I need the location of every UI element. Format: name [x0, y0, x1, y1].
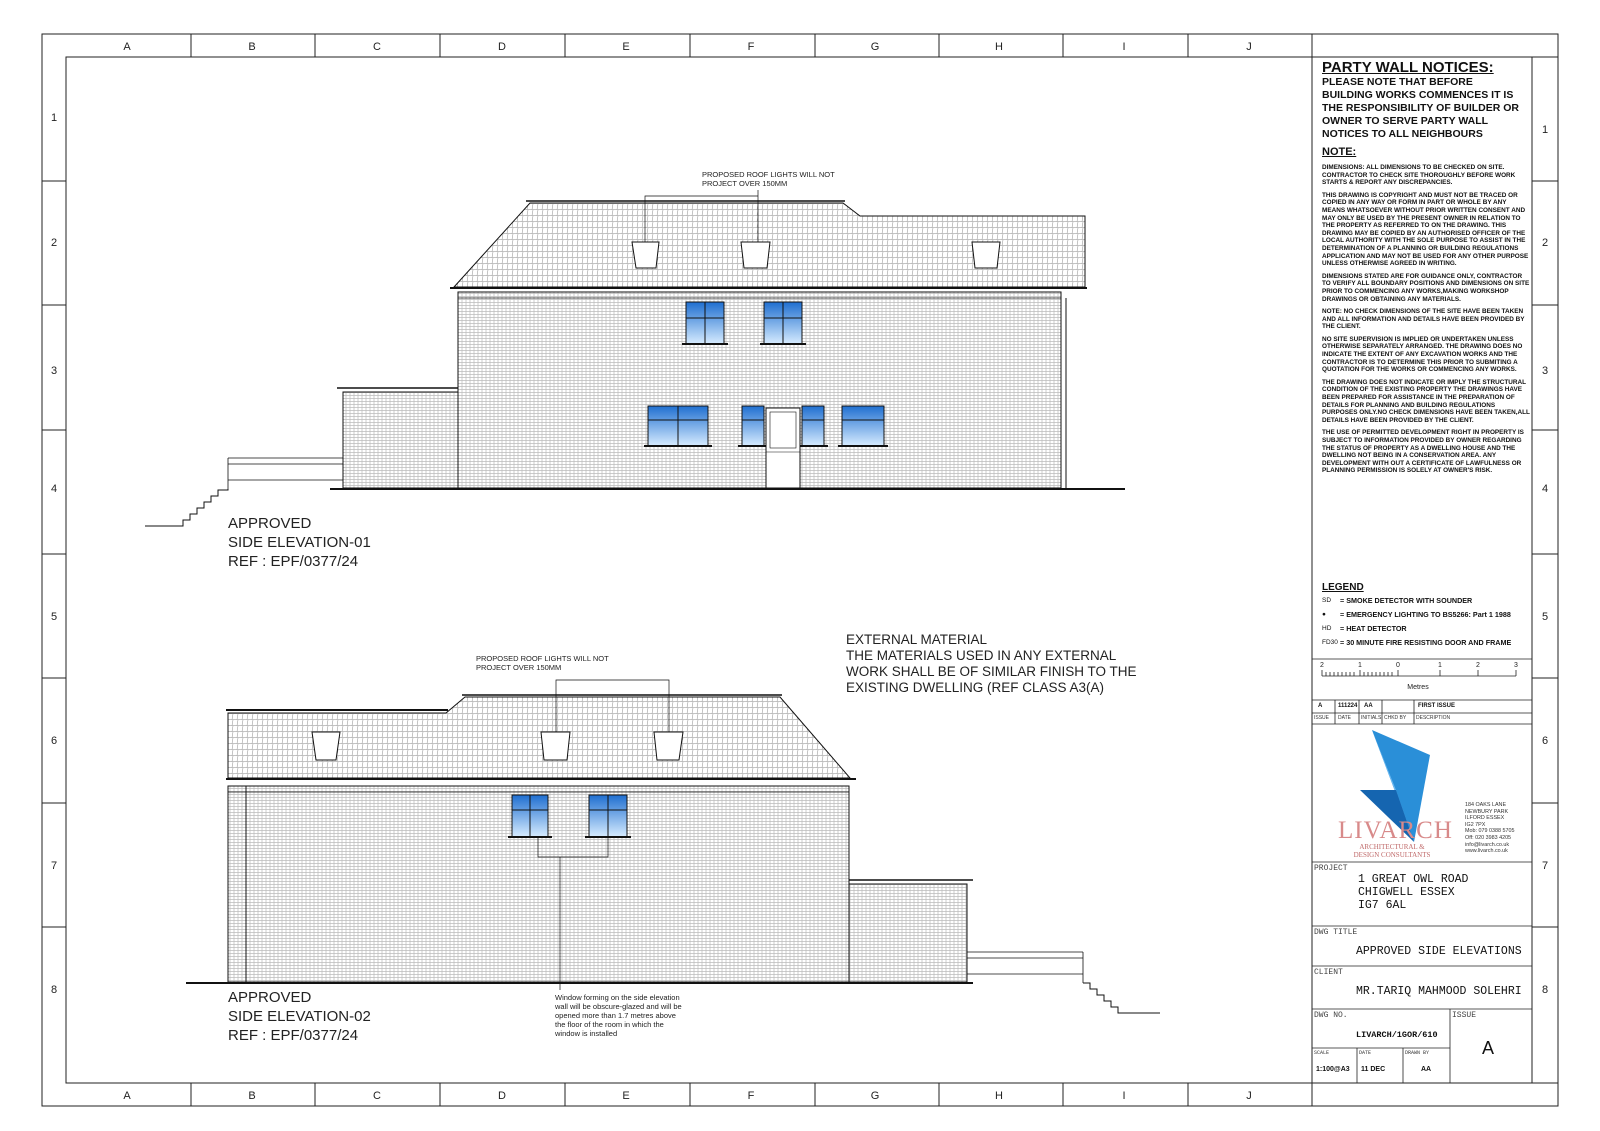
- address-line: Off: 020 3983 4205: [1465, 834, 1512, 841]
- note-line: EXISTING DWELLING (REF CLASS A3(A): [846, 680, 1105, 695]
- grid-row-label: 6: [1541, 735, 1549, 747]
- note-line: EXTERNAL MATERIAL: [846, 632, 988, 647]
- wall-extension-01: [343, 392, 458, 488]
- note-line: the floor of the room in which the: [555, 1020, 664, 1029]
- party-wall-line: BUILDING WORKS COMMENCES IT IS: [1322, 89, 1514, 101]
- note-line: window is installed: [555, 1029, 618, 1038]
- grid-row-label: 8: [50, 984, 58, 996]
- grid-col-label: J: [1246, 41, 1252, 53]
- general-notes: [1322, 164, 1530, 475]
- date-value: 11 DEC: [1361, 1066, 1386, 1073]
- date-label: DATE: [1359, 1050, 1372, 1056]
- roof-light: [632, 242, 659, 268]
- scale-tick: 1: [1438, 662, 1442, 669]
- project-address: [1358, 873, 1468, 912]
- grid-col-label: B: [248, 1090, 256, 1102]
- drawn-label: DRAWN BY: [1405, 1050, 1430, 1056]
- scale-value: 1:100@A3: [1316, 1066, 1350, 1073]
- grid-row-label: 3: [50, 365, 58, 377]
- steps-02: [1083, 983, 1160, 1013]
- grid-col-label: F: [747, 41, 755, 53]
- revision-header: ISSUE: [1314, 715, 1330, 721]
- roof-light: [741, 242, 770, 268]
- grid-row-label: 1: [1541, 124, 1549, 136]
- scale-tick: 3: [1514, 662, 1518, 669]
- grid-col-label: A: [123, 1090, 131, 1102]
- grid-col-label: E: [622, 41, 630, 53]
- note-paragraph: NOTE: NO CHECK DIMENSIONS OF THE SITE HAVE BEEN TAKEN AND ALL INFORMATION AND DETAILS HAVE BEEN PROVIDED BY THE CLIENT.: [1322, 308, 1525, 331]
- revision-date: 111224: [1338, 703, 1358, 709]
- grid-row-label: 2: [50, 237, 58, 249]
- party-wall-line: PLEASE NOTE THAT BEFORE: [1322, 76, 1473, 88]
- grid-row-label: 7: [50, 860, 58, 872]
- brand-block: [1338, 817, 1453, 859]
- grid-row-label: 5: [1541, 611, 1549, 623]
- legend-text: = SMOKE DETECTOR WITH SOUNDER: [1340, 595, 1473, 605]
- note-line: PROJECT OVER 150MM: [702, 179, 788, 188]
- grid-col-label: D: [498, 41, 506, 53]
- note-paragraph: DIMENSIONS STATED ARE FOR GUIDANCE ONLY, CONTRACTOR TO VERIFY ALL BOUNDARY POSITIONS AND DIMENSIONS ON SITE PRIOR TO COMMENCING ANY WORKS,MAKING WORKSHOP DRAWINGS OR OBTAINING ANY MATERIALS.: [1322, 272, 1530, 303]
- address-line: NEWBURY PARK: [1465, 808, 1509, 815]
- scale-label: SCALE: [1314, 1050, 1330, 1056]
- revision-header: DESCRIPTION: [1416, 715, 1451, 721]
- scale-bar: [1322, 670, 1516, 676]
- grid-row-label: 7: [1541, 860, 1549, 872]
- note-paragraph: THE USE OF PERMITTED DEVELOPMENT RIGHT IN PROPERTY IS SUBJECT TO INFORMATION PROVIDED BY OWNER REGARDING THE STATUS OF PROPERTY AS A DWELLING HOUSE AND THE DWELLING NOT BEING IN A CONSERVATION AREA. ANY DEVELOPMENT WITH OUT A CERTIFICATE OF LAWFULNESS OR PLANNING PERMISSION IS SOLELY AT OWNER'S RISK.: [1322, 429, 1524, 475]
- roof-light-note-02: [476, 654, 609, 672]
- issue-label: ISSUE: [1452, 1011, 1477, 1020]
- external-material-note: [846, 632, 1137, 696]
- note-line: PROPOSED ROOF LIGHTS WILL NOT: [702, 170, 835, 179]
- grid-col-label: B: [248, 41, 256, 53]
- revision-header: DATE: [1338, 715, 1351, 721]
- grid-col-label: D: [498, 1090, 506, 1102]
- smoke-detector-icon: SD: [1322, 596, 1332, 604]
- note-line: wall will be obscure-glazed and will be: [555, 1002, 682, 1011]
- note-line: Window forming on the side elevation: [555, 993, 680, 1002]
- fire-door-icon: FD30: [1322, 638, 1338, 646]
- client-name: MR.TARIQ MAHMOOD SOLEHRI: [1356, 985, 1522, 998]
- wall-extension-02: [849, 884, 967, 982]
- party-wall-line: THE RESPONSIBILITY OF BUILDER OR: [1322, 102, 1519, 114]
- railing-02: [967, 952, 1083, 983]
- note-line: PROJECT OVER 150MM: [476, 663, 562, 672]
- elevation-caption-01: [228, 514, 371, 571]
- grid-row-label: 8: [1541, 984, 1549, 996]
- party-wall-line: OWNER TO SERVE PARTY WALL: [1322, 115, 1489, 127]
- legend-text: = 30 MINUTE FIRE RESISTING DOOR AND FRAME: [1340, 637, 1512, 647]
- project-label: PROJECT: [1314, 864, 1348, 873]
- grid-row-label: 3: [1541, 365, 1549, 377]
- grid-row-label: 4: [50, 483, 58, 495]
- grid-col-label: C: [373, 41, 381, 53]
- party-wall-notices: [1322, 59, 1530, 480]
- grid-col-label: F: [747, 1090, 755, 1102]
- grid-col-label: H: [995, 41, 1003, 53]
- caption-line: REF : EPF/0377/24: [228, 553, 359, 570]
- caption-line: REF : EPF/0377/24: [228, 1027, 359, 1044]
- revision-header: CHKD BY: [1384, 715, 1407, 721]
- scale-tick: 2: [1320, 662, 1324, 669]
- note-paragraph: NO SITE SUPERVISION IS IMPLIED OR UNDERTAKEN UNLESS OTHERWISE SEPARATELY ARRANGED. THE DRAWING DOES NO INDICATE THE EXTENT OF ANY EXCAVATION WORKS AND THE CONTRACTOR IS TO DETERMINE THIS PRIOR TO SUBMITING A QUOTATION FOR THE WORKS OR COMMENCING ANY WORKS.: [1322, 335, 1523, 374]
- revision-headers: [1312, 715, 1532, 723]
- address-line: info@livarch.co.uk: [1465, 841, 1510, 848]
- client-label: CLIENT: [1314, 968, 1343, 977]
- window-obscure-note: [555, 993, 682, 1038]
- dwg-title: APPROVED SIDE ELEVATIONS: [1356, 945, 1522, 958]
- side-elevation-01: [145, 190, 1125, 526]
- party-wall-line: NOTICES TO ALL NEIGHBOURS: [1322, 128, 1483, 140]
- grid-col-label: C: [373, 1090, 381, 1102]
- scale-tick: 0: [1396, 662, 1400, 669]
- roof-light: [312, 732, 340, 760]
- side-elevation-02: [186, 680, 1160, 1013]
- roof-light: [972, 242, 1000, 268]
- grid-col-label: G: [870, 1090, 880, 1102]
- brand-sub: DESIGN CONSULTANTS: [1353, 851, 1431, 859]
- note-line: opened more than 1.7 metres above: [555, 1011, 676, 1020]
- dwg-no: LIVARCH/1GOR/610: [1356, 1030, 1438, 1040]
- note-title: NOTE:: [1322, 146, 1357, 158]
- grid-row-label: 2: [1541, 237, 1549, 249]
- note-paragraph: THIS DRAWING IS COPYRIGHT AND MUST NOT BE TRACED OR COPIED IN ANY WAY OR FORM IN PART OR WHOLE BY ANY MEANS WHATSOEVER WITHOUT PRIOR WRITTEN CONSENT AND MAY ONLY BE USED BY THE PRESENT OWNER IN RELATION TO THE PROPERTY AS REFERRED TO ON THE DRAWING. THIS DRAWING MAY BE COPIED BY AN AUTHORISED OFFICER OF THE LOCAL AUTHORITY WITH THE SOLE PURPOSE TO ASSIST IN THE DETERMINATION OF A PLANNING OR BUILDING REGULATIONS APPLICATION AND MAY NOT BE USED FOR ANY OTHER PURPOSE UNLESS OTHERWISE AGREED IN WRITING.: [1322, 191, 1529, 268]
- note-line: PROPOSED ROOF LIGHTS WILL NOT: [476, 654, 609, 663]
- legend-title: LEGEND: [1322, 582, 1364, 593]
- issue-value: A: [1482, 1038, 1495, 1058]
- project-line: 1 GREAT OWL ROAD: [1358, 873, 1469, 886]
- company-address: [1465, 802, 1514, 855]
- scale-unit: Metres: [1407, 684, 1429, 691]
- revision-issue: A: [1318, 703, 1323, 709]
- drawn-value: AA: [1421, 1066, 1432, 1073]
- note-line: THE MATERIALS USED IN ANY EXTERNAL: [846, 648, 1117, 663]
- scale-tick: 2: [1476, 662, 1480, 669]
- address-line: www.livarch.co.uk: [1465, 848, 1508, 855]
- legend: [1322, 582, 1530, 649]
- project-line: CHIGWELL ESSEX: [1358, 886, 1455, 899]
- roof-light-note-01: [702, 170, 835, 188]
- caption-line: APPROVED: [228, 515, 312, 532]
- caption-line: SIDE ELEVATION-01: [228, 534, 371, 551]
- brand-name: LIVARCH: [1338, 817, 1453, 844]
- note-paragraph: THE DRAWING DOES NOT INDICATE OR IMPLY THE STRUCTURAL CONDITION OF THE EXISTING PROPERTY THE DRAWINGS HAVE BEEN PREPARED FOR ASSISTANCE IN THE PREPARATION OF DETAILS FOR PLANNING AND BUILDING REGULATIONS PURPOSES ONLY.NO CHECK DIMENSIONS HAVE BEEN TAKEN,ALL DETAILS HAVE BEEN PROVIDED BY THE CLIENT.: [1322, 378, 1530, 424]
- revision-initials: AA: [1364, 703, 1373, 709]
- legend-item: [1322, 593, 1530, 607]
- revision-description: FIRST ISSUE: [1418, 703, 1456, 709]
- brand-sub: ARCHITECTURAL &: [1359, 843, 1425, 851]
- legend-text: = EMERGENCY LIGHTING TO BS5266: Part 1 1988: [1340, 609, 1511, 619]
- grid-col-label: I: [1122, 41, 1126, 53]
- grid-col-label: A: [123, 41, 131, 53]
- address-line: IG2 7PX: [1465, 821, 1486, 828]
- grid-row-label: 4: [1541, 483, 1549, 495]
- scale-tick: 1: [1358, 662, 1362, 669]
- dwg-no-label: DWG NO.: [1314, 1011, 1348, 1020]
- heat-detector-icon: HD: [1322, 624, 1332, 632]
- grid-col-label: E: [622, 1090, 630, 1102]
- revision-row: [1312, 703, 1532, 713]
- roof-light: [541, 732, 570, 760]
- caption-line: APPROVED: [228, 989, 312, 1006]
- grid-row-label: 6: [50, 735, 58, 747]
- wall-main-01: [458, 292, 1061, 488]
- legend-item: [1322, 607, 1530, 621]
- legend-item: [1322, 635, 1530, 649]
- grid-row-label: 5: [50, 611, 58, 623]
- roof-light: [654, 732, 683, 760]
- grid-col-label: G: [870, 41, 880, 53]
- note-paragraph: DIMENSIONS: ALL DIMENSIONS TO BE CHECKED ON SITE. CONTRACTOR TO CHECK SITE THOROUGHLY BEFORE WORK STARTS & REPORT ANY DISCREPANCIES.: [1322, 164, 1516, 187]
- grid-col-label: H: [995, 1090, 1003, 1102]
- railing-01: [228, 458, 343, 489]
- grid-col-label: I: [1122, 1090, 1126, 1102]
- elevation-caption-02: [228, 988, 371, 1045]
- address-line: 184 OAKS LANE: [1465, 802, 1507, 808]
- project-line: IG7 6AL: [1358, 899, 1407, 912]
- address-line: Mob: 079 0388 5705: [1465, 828, 1515, 835]
- caption-line: SIDE ELEVATION-02: [228, 1008, 371, 1025]
- revision-header: INITIALS: [1361, 715, 1382, 721]
- grid-col-label: J: [1246, 1090, 1252, 1102]
- note-line: WORK SHALL BE OF SIMILAR FINISH TO THE: [846, 664, 1137, 679]
- scale-tick-labels: [1320, 662, 1518, 691]
- grid-row-label: 1: [50, 112, 58, 124]
- party-wall-title: PARTY WALL NOTICES:: [1322, 59, 1494, 76]
- steps-01: [145, 489, 228, 526]
- address-line: ILFORD ESSEX: [1465, 815, 1505, 822]
- dwg-title-label: DWG TITLE: [1314, 928, 1358, 937]
- emergency-light-icon: ●: [1322, 610, 1326, 618]
- legend-item: [1322, 621, 1530, 635]
- legend-text: = HEAT DETECTOR: [1340, 623, 1407, 633]
